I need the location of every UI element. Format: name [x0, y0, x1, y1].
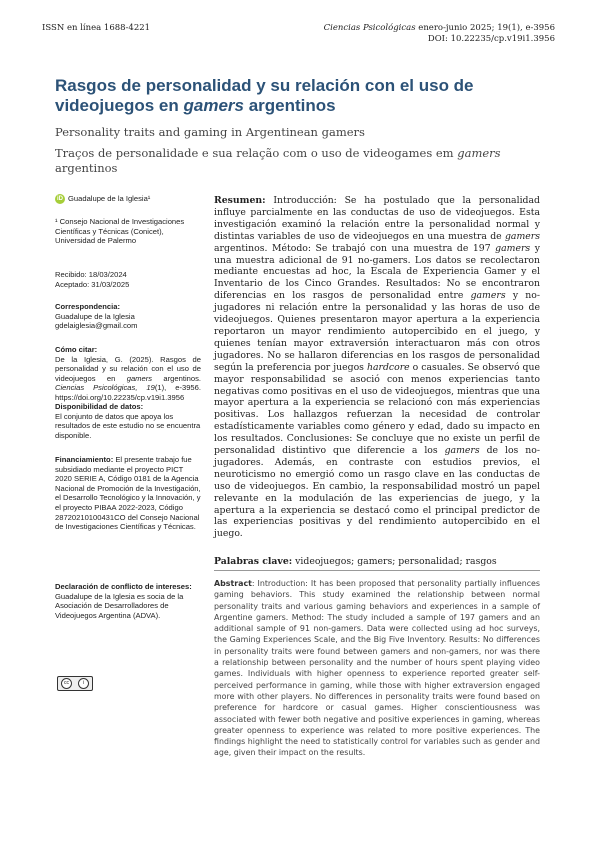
- keywords: [214, 556, 540, 568]
- orcid-icon[interactable]: iD: [57, 196, 63, 202]
- resumen-italic: gamers: [444, 445, 480, 457]
- author-line: [55, 194, 201, 204]
- funding-label: Financiamiento:: [55, 455, 114, 464]
- resumen-label: Resumen:: [214, 195, 266, 206]
- article-title: [55, 76, 475, 116]
- cite-italic: gamers: [126, 373, 153, 383]
- availability-label: Disponibilidad de datos:: [55, 402, 144, 411]
- resumen-italic: hardcore: [366, 361, 410, 373]
- journal-issue: enero-junio 2025; 19(1), e-3956: [415, 23, 555, 33]
- conflict-of-interest: [55, 582, 201, 620]
- keywords-text: videojuegos; gamers; personalidad; rasgos: [292, 556, 497, 567]
- correspondence: [55, 302, 201, 331]
- funding: [55, 455, 201, 532]
- correspondence-email[interactable]: gdelaiglesia@gmail.com: [55, 321, 138, 331]
- data-availability: [55, 402, 201, 440]
- how-to-cite: [55, 345, 201, 403]
- title-text-1: Rasgos de personalidad y su relación con el uso de videojuegos en: [55, 76, 474, 115]
- resumen-italic: gamers: [504, 230, 540, 242]
- resumen-italic: gamers: [470, 290, 506, 302]
- by-icon: i: [78, 678, 89, 689]
- correspondence-label: Correspondencia:: [55, 302, 120, 311]
- accepted-date: Aceptado: 31/03/2025: [55, 279, 130, 289]
- subtitle-pt-text-2: argentinos: [55, 161, 118, 175]
- resumen-text: y una muestra adicional de 91 no-gamers. Los datos se recolectaron mediante encuestas ad hoc, la Escala de Experiencia Gamer y el Inventario de los Cinco Grandes. Resultados: No se encontraron diferencias en los rasgos de personalidad entre: [214, 242, 540, 302]
- resumen-italic: gamers: [495, 242, 531, 254]
- cite-journal: Ciencias Psicológicas, 19: [55, 383, 155, 393]
- resumen-text: y no-jugadores ni relación entre la personalidad y las horas de uso de videojuegos. Quienes presentaron mayor apertura a la experiencia reportaron un mayor rendimiento autopercibido en el juego, y quienes tenían mayor extraversión interactuaron más con otros jugadores. No se hallaron diferencias en los rasgos de personalidad según la preferencia por juegos: [214, 290, 541, 373]
- author-name[interactable]: Guadalupe de la Iglesia¹: [68, 194, 151, 203]
- cite-text-2: argentinos.: [152, 373, 201, 383]
- conflict-text: Guadalupe de la Iglesia es socia de la Asociación de Desarrolladores de Videojuegos Argentina (ADVA).: [55, 591, 184, 620]
- abstract-label: Abstract: [214, 579, 252, 588]
- title-text-2: argentinos: [243, 96, 336, 115]
- resumen-text: argentinos. Método: Se trabajó con una muestra de 197: [214, 242, 496, 254]
- title-italic: gamers: [183, 96, 244, 115]
- cc-icon: cc: [61, 678, 72, 689]
- cite-text-1: De la Iglesia, G. (2025). Rasgos de personalidad y su relación con el uso de videojuegos en: [55, 354, 201, 383]
- correspondence-name: Guadalupe de la Iglesia: [55, 311, 135, 321]
- doi-link[interactable]: DOI: 10.22235/cp.v19i1.3956: [427, 34, 555, 44]
- cite-label: Cómo citar:: [55, 345, 98, 354]
- subtitle-english: Personality traits and gaming in Argentinean gamers: [55, 125, 365, 139]
- resumen-text: de los no-jugadores. Además, en contraste con estudios previos, el neuroticismo no emergió como un rasgo clave en las conductas de uso de videojuegos. En cambio, la responsabilidad mostró un papel relevante en la modulación de las experiencias de juego, y la apertura a la experiencia se destacó como el principal predictor de las experiencias positivas y del rendimiento autopercibido en el juego.: [214, 445, 540, 540]
- subtitle-pt-italic: gamers: [457, 146, 501, 160]
- availability-text: El conjunto de datos que apoya los resultados de este estudio no se encuentra disponible.: [55, 411, 201, 440]
- resumen-text: o casuales. Se observó que mayor responsabilidad se asoció con menos experiencias tanto negativas como positivas en el uso de videojuegos, mientras que una mayor apertura a la experiencia se relacionó con más experiencias positivas. Los hallazgos refuerzan la necesidad de controlar estadísticamente variables como género y edad, dado su impacto en los resultados. Conclusiones: Se concluye que no existe un perfil de personalidad distintivo que diferencie a los: [214, 361, 540, 457]
- journal-name: Ciencias Psicológicas: [323, 23, 416, 33]
- journal-header: [324, 23, 555, 45]
- section-divider: [214, 570, 540, 571]
- received-date: Recibido: 18/03/2024: [55, 270, 127, 279]
- funding-text: El presente trabajo fue subsidiado mediante el proyecto PICT 2020 SERIE A, Código 0181 de la Agencia Nacional de Promoción de la Investigación, el Desarrollo Tecnológico y la Innovación, y el proyecto PIBAA 2022-2023, Código 28720210100431CO del Consejo Nacional de Investigaciones Científicas y Técnicas.: [55, 455, 201, 532]
- dates: [55, 270, 201, 289]
- resumen: [214, 195, 540, 540]
- cite-doi[interactable]: (1), e-3956. https://doi.org/10.22235/cp.v19i1.3956: [55, 383, 201, 402]
- creative-commons-by-icon[interactable]: [57, 676, 93, 691]
- keywords-label: Palabras clave:: [214, 556, 293, 567]
- subtitle-portuguese: [55, 146, 525, 176]
- resumen-text: Introducción: Se ha postulado que la personalidad influye parcialmente en las conductas de uso de videojuegos. Esta investigación examinó la relación entre la personalidad normal y distintas variables de uso de videojuegos en una muestra de: [214, 195, 540, 242]
- subtitle-pt-text-1: Traços de personalidade e sua relação com o uso de videogames em: [55, 146, 458, 160]
- abstract: [214, 578, 540, 759]
- conflict-label: Declaración de conflicto de intereses:: [55, 582, 192, 591]
- affiliation: ¹ Consejo Nacional de Investigaciones Científicas y Técnicas (Conicet), Universidad de Palermo: [55, 217, 185, 246]
- abstract-text: : Introduction: It has been proposed that personality partially influences gaming behaviors. This study examined the relationship between normal personality traits and various gaming behaviors and experiences in a sample of Argentine gamers. Method: The study included a sample of 197 gamers and an additional sample of 91 non-gamers. Data were collected using ad hoc surveys, the Gaming Experiences Scale, and the Big Five Inventory. Results: No differences in personality traits were found between gamers and non-gamers, nor was there a relationship between personality and the number of hours spent playing video games. Individuals with higher openness to experience reported greater self-perceived performance in gaming, while those with higher extraversion engaged more with other players. No differences in personality traits were found based on preference for hardcore or casual games. Higher conscientiousness was associated with fewer both negative and positive experiences in gaming, whereas greater openness to experience was related to more positive experiences. The findings highlight the need to statistically control for variables such as gender and age, given their impact on the results.: [214, 579, 540, 758]
- issn-header: ISSN en línea 1688-4221: [42, 23, 151, 33]
